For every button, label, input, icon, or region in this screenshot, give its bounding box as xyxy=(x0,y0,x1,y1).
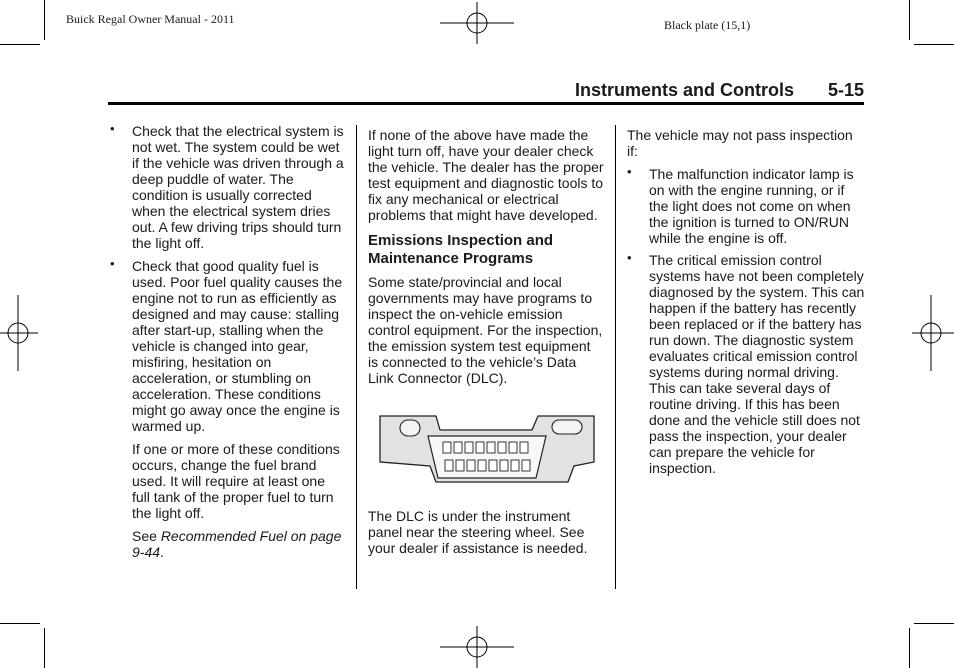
registration-mark-left xyxy=(0,295,38,371)
cross-reference: See Recommended Fuel on page 9-44. xyxy=(132,528,342,560)
paragraph: If one or more of these conditions occurs, change the fuel brand used. It will require at least one full tank of the proper fuel to turn the light off. xyxy=(132,441,340,521)
paragraph: Some state/provincial and local governments may have programs to inspect the on-vehicle emission control equipment. For the inspection, the emission system test equipment is connected to the vehicle’s Data Link Connector (DLC). xyxy=(368,274,603,386)
column-1 xyxy=(110,123,346,560)
bullet-text: Check that the electrical system is not wet. The system could be wet if the vehicle was driven through a deep puddle of water. The condition is usually corrected when the electrical system dries out. A few driving trips should turn the light off. xyxy=(132,123,344,251)
bullet-icon: • xyxy=(627,164,632,179)
list-item xyxy=(627,252,867,476)
column-3 xyxy=(627,127,867,476)
bullet-icon: • xyxy=(110,256,115,271)
bullet-text: Check that good quality fuel is used. Poor fuel quality causes the engine not to run as efficiently as designed and may cause: stalling after start-up, stalling when the vehicle is changed into gear, misfiring, hesitation on acceleration, or stumbling on acceleration. These conditions might go away once the engine is warmed up. xyxy=(132,258,343,434)
plate-label: Black plate (15,1) xyxy=(664,18,751,32)
section-heading: Emissions Inspection and Maintenance Programs xyxy=(368,232,554,267)
bullet-icon: • xyxy=(110,121,115,136)
page-number: 5-15 xyxy=(827,80,864,100)
figure-caption: The DLC is under the instrument panel near the steering wheel. See your dealer if assistance is needed. xyxy=(368,508,588,556)
column-2 xyxy=(368,127,604,556)
column-divider xyxy=(356,125,357,589)
bullet-text: The critical emission control systems have not been completely diagnosed by the system. This can happen if the battery has recently been replaced or if the battery has run down. The diagnostic system evaluates critical emission control systems during normal driving. This can take several days of routine driving. If this has been done and the vehicle still does not pass the inspection, your dealer can prepare the vehicle for inspection. xyxy=(649,252,865,476)
column-divider xyxy=(615,125,616,589)
dlc-connector-illustration xyxy=(378,412,596,488)
registration-mark-bottom xyxy=(440,626,514,668)
paragraph: If none of the above have made the light turn off, have your dealer check the vehicle. The dealer has the proper test equipment and diagnostic tools to fix any mechanical or electrical problems that might have developed. xyxy=(368,127,604,223)
list-item xyxy=(110,258,346,434)
paragraph: The vehicle may not pass inspection if: xyxy=(627,127,853,159)
manual-title: Buick Regal Owner Manual - 2011 xyxy=(66,12,235,26)
bullet-text: The malfunction indicator lamp is on with the engine running, or if the light does not come on when the ignition is turned to ON/RUN while the engine is off. xyxy=(649,166,854,246)
section-title: Instruments and Controls xyxy=(574,80,794,100)
registration-mark-top xyxy=(440,2,514,44)
list-item xyxy=(627,166,867,246)
page-header xyxy=(108,80,864,105)
registration-mark-right xyxy=(912,295,954,371)
see-label: See xyxy=(132,528,157,544)
list-item xyxy=(110,123,346,251)
bullet-icon: • xyxy=(627,250,632,265)
reference-link[interactable]: Recommended Fuel on page 9-44 xyxy=(132,528,342,560)
